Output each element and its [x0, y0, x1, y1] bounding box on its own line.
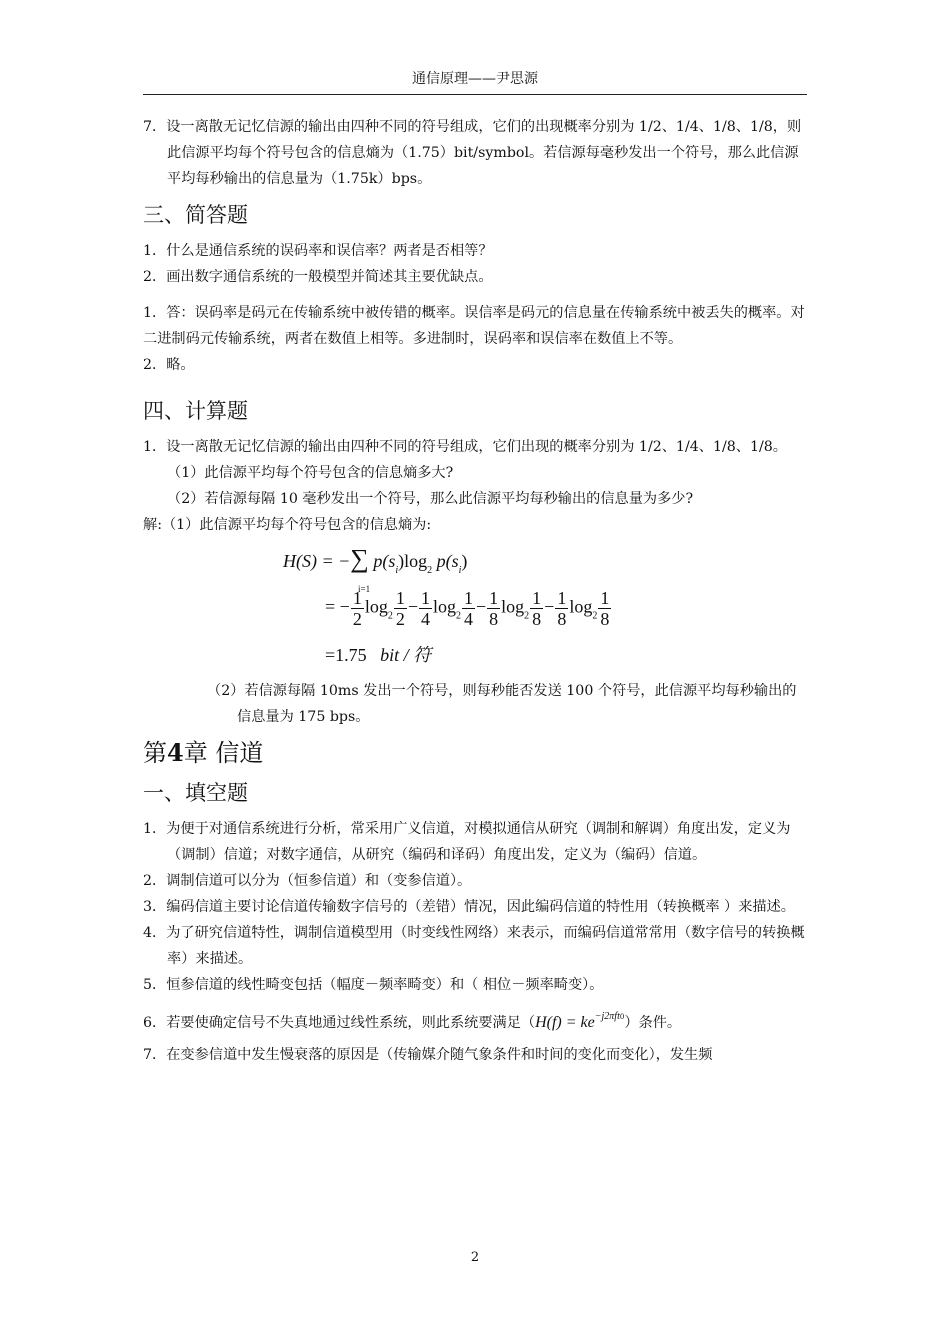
page-content: [143, 114, 807, 1068]
short-answer-q2: 2．画出数字通信系统的一般模型并简述其主要优缺点。: [143, 269, 493, 285]
fill-item-7: 7．在变参信道中发生慢衰落的原因是（传输媒介随气象条件和时间的变化而变化），发生频: [143, 1047, 713, 1063]
calc-q1-part2: （2）若信源每隔 10 毫秒发出一个符号，那么此信源平均每秒输出的信息量为多少?: [167, 491, 694, 507]
formula-lhs: H(S) = −: [283, 551, 351, 571]
formula-log-base: 2: [427, 565, 433, 576]
section-short-answer-title: 三、简答题: [143, 203, 248, 227]
chapter-rest: 章 信道: [183, 739, 264, 767]
chapter-prefix: 第: [143, 739, 167, 767]
entropy-formula: [283, 538, 807, 678]
fill-item-6-exp-sub: 0: [619, 1013, 625, 1021]
fill-item-6-exp: −j2πft: [594, 1011, 620, 1022]
calc-q1: 1．设一离散无记忆信源的输出由四种不同的符号组成，它们出现的概率分别为 1/2、1/4、1/8、1/8。: [143, 439, 787, 455]
formula-term: p(s: [373, 551, 396, 571]
page-number: 2: [470, 1250, 480, 1265]
formula-unit: bit / 符: [380, 645, 432, 665]
calc-q1-part1: （1）此信源平均每个符号包含的信息熵多大?: [167, 465, 454, 481]
page-header: [143, 68, 807, 95]
sigma-subscript: i=1: [358, 584, 371, 594]
formula-sub-i2: i: [458, 565, 462, 576]
header-title: 通信原理——尹思源: [412, 71, 538, 87]
eq-sign-2: = −: [325, 596, 350, 617]
section-fill-blank-title: 一、填空题: [143, 781, 248, 805]
fill-item-2: 2．调制信道可以分为（恒参信道）和（变参信道）。: [143, 873, 472, 889]
question-7: 7．设一离散无记忆信源的输出由四种不同的符号组成，它们的出现概率分别为 1/2、1/4、1/8、1/8，则此信源平均每个符号包含的信息熵为（1.75）bit/symbol。若信源每毫秒发出一个符号，那么此信源平均每秒输出的信息量为（1.75k）bps。: [143, 119, 802, 187]
short-answer-a1: 1．答：误码率是码元在传输系统中被传错的概率。误信率是码元的信息量在传输系统中被丢失的概率。对二进制码元传输系统，两者在数值上相等。多进制时，误码率和误信率在数值上不等。: [143, 305, 805, 347]
fill-item-3: 3．编码信道主要讨论信道传输数字信号的（差错）情况，因此编码信道的特性用（转换概率 ）来描述。: [143, 899, 795, 915]
fill-item-6-pre: 6．若要使确定信号不失真地通过线性系统，则此系统要满足（: [143, 1015, 536, 1031]
fill-item-6: [143, 1004, 807, 1036]
fill-item-6-math: H(f) = ke: [535, 1014, 595, 1031]
chapter-title: [143, 736, 807, 770]
short-answer-q1: 1．什么是通信系统的误码率和误信率？两者是否相等？: [143, 243, 493, 259]
fill-item-6-post: ）条件。: [624, 1015, 682, 1031]
formula-line-3: [325, 642, 431, 668]
section-calculation-title: 四、计算题: [143, 399, 248, 423]
formula-result: =1.75: [325, 645, 367, 665]
formula-sub-i: i: [395, 565, 399, 576]
formula-close: ): [461, 551, 468, 571]
sigma-symbol: ∑: [350, 544, 369, 573]
fill-item-5: 5．恒参信道的线性畸变包括（幅度－频率畸变）和（ 相位－频率畸变）。: [143, 977, 604, 993]
fill-item-1: 1．为便于对通信系统进行分析，常采用广义信道，对模拟通信从研究（调制和解调）角度出发，定义为（调制）信道；对数字通信，从研究（编码和译码）角度出发，定义为（编码）信道。: [143, 821, 791, 863]
fill-item-4: 4．为了研究信道特性，调制信道模型用（时变线性网络）来表示，而编码信道常常用（数字信号的转换概率）来描述。: [143, 925, 805, 967]
calc-solution-intro: 解:（1）此信源平均每个符号包含的信息熵为:: [143, 517, 432, 533]
chapter-number: 4: [167, 738, 184, 767]
short-answer-a2: 2．略。: [143, 357, 195, 373]
calc-solution-part2: （2）若信源每隔 10ms 发出一个符号，则每秒能否发送 100 个符号，此信源平均每秒输出的信息量为 175 bps。: [207, 683, 797, 725]
formula-term2: p(s: [432, 551, 459, 571]
formula-line-2: = − $\frac{1}{2}$ $\log_2$ $\frac{1}{2}$ − $\frac{1}{4}$ $\log_2$ $\frac{1}{4}$ − $\frac{1}{8}$ $\log_2$ $\frac{1}{8}$ − $\frac{1}{8}$ $\log_2$ $\frac{1}{8}$: [325, 588, 610, 629]
formula-log: )log: [398, 551, 428, 571]
